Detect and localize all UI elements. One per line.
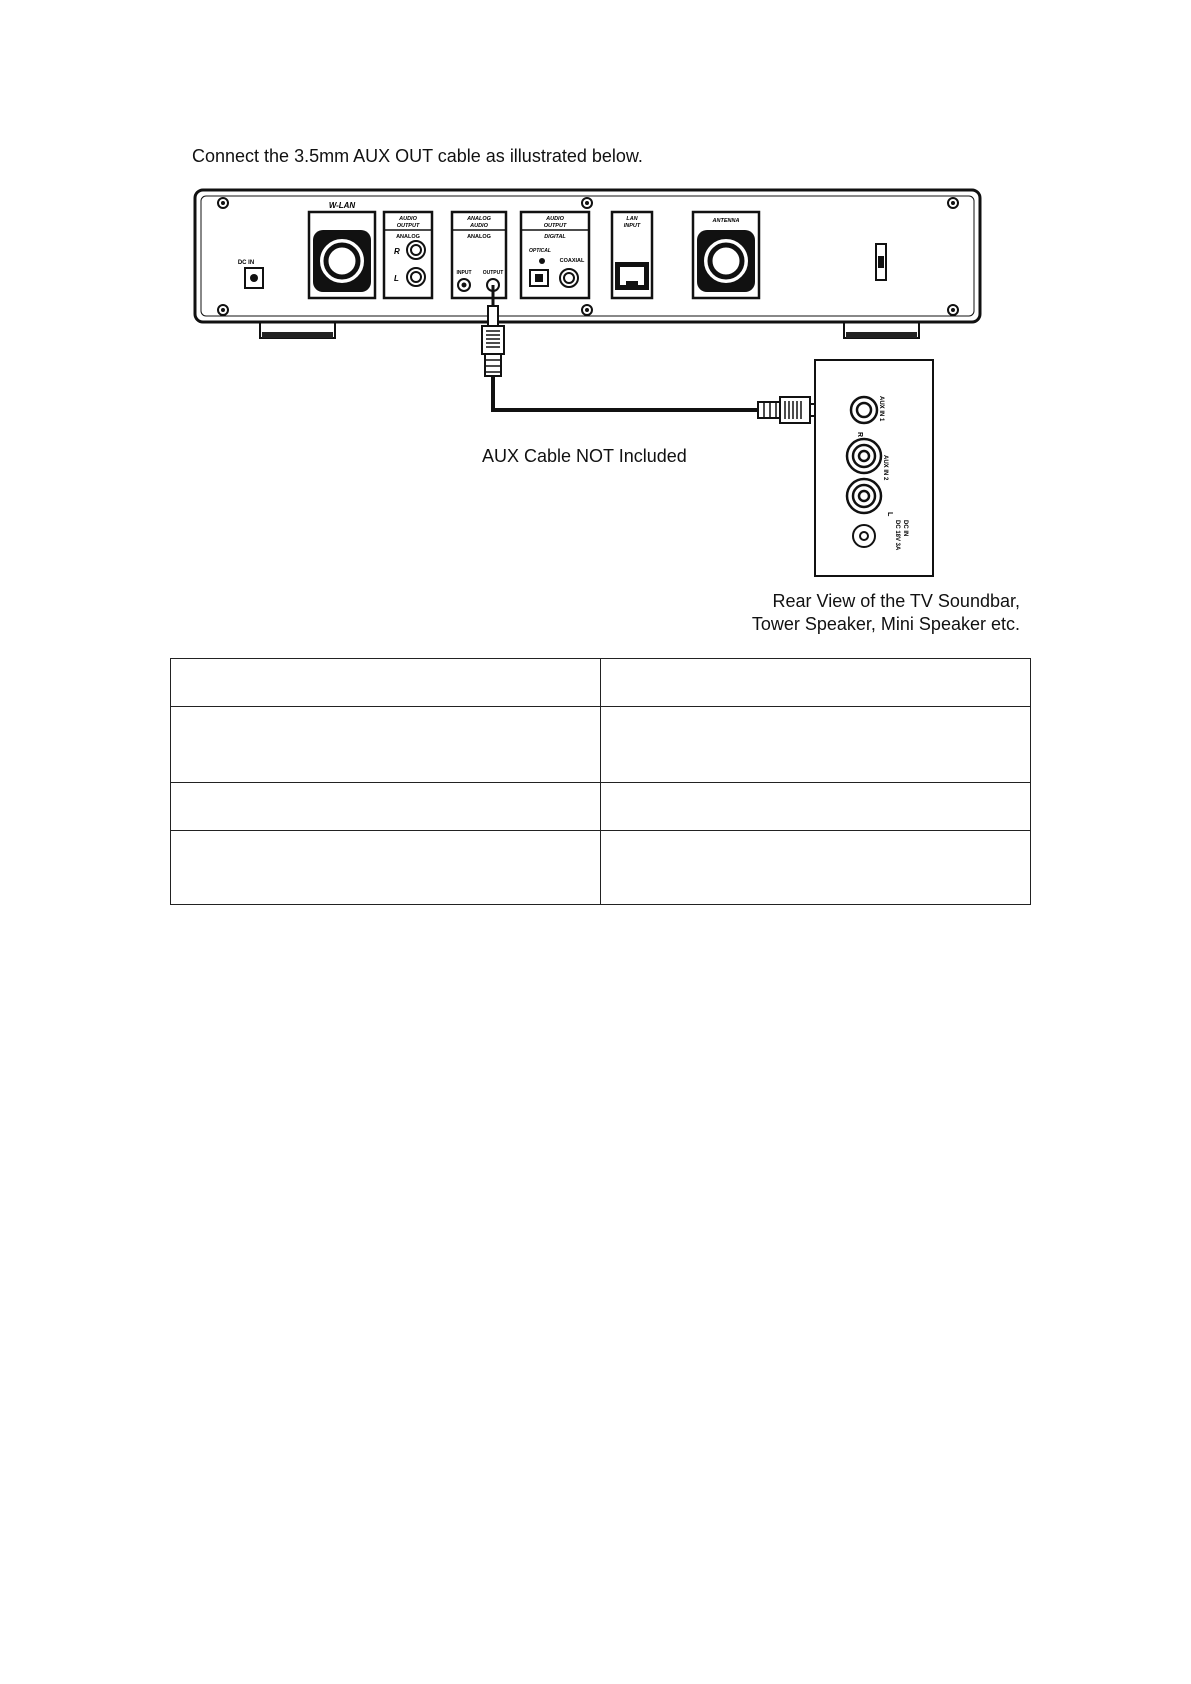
input-label: INPUT (456, 270, 472, 276)
r-label: R (394, 247, 400, 256)
digital-label: DIGITAL (544, 234, 566, 240)
aux-in-2-r-label: R (856, 432, 863, 438)
audio-output-label-2: OUTPUT (396, 223, 420, 229)
output-label: OUTPUT (482, 270, 504, 276)
table-cell (171, 659, 601, 707)
analog-audio-label-1: ANALOG (467, 216, 491, 222)
analog-sub-label: ANALOG (467, 234, 491, 240)
analog-audio-label-2: AUDIO (470, 223, 488, 229)
caption-line-2: Tower Speaker, Mini Speaker etc. (751, 614, 1020, 634)
aux-in-2-left-jack (847, 479, 881, 513)
antenna-label: ANTENNA (712, 218, 740, 224)
aux-in-1-label: AUX IN 1 (878, 396, 884, 422)
speaker-dc-in-label: DC IN (902, 520, 908, 537)
intro-text: Connect the 3.5mm AUX OUT cable as illustrated below. (192, 146, 643, 166)
l-label: L (394, 274, 399, 283)
optical-label: OPTICAL (529, 248, 551, 254)
speaker-dc-rating: DC 18V 3A (894, 520, 900, 551)
cable-note: AUX Cable NOT Included (482, 446, 687, 466)
table-cell (171, 707, 601, 783)
coaxial-label: COAXIAL (559, 258, 585, 264)
table-cell (171, 783, 601, 831)
table-row (171, 707, 1031, 783)
lan-label-1: LAN (626, 216, 638, 222)
table-row (171, 831, 1031, 905)
speaker-caption (700, 590, 1020, 636)
empty-table (170, 658, 1031, 905)
caption-line-1: Rear View of the TV Soundbar, (772, 591, 1020, 611)
analog-label: ANALOG (396, 234, 420, 240)
table-cell (601, 659, 1031, 707)
coaxial-jack (560, 269, 578, 287)
speaker-dc-in-jack (853, 525, 875, 547)
aux-in-2-right-jack (847, 439, 881, 473)
table-cell (171, 831, 601, 905)
table-row (171, 659, 1031, 707)
aux-in-2-label: AUX IN 2 (882, 455, 888, 481)
table-cell (601, 783, 1031, 831)
aux-in-1-jack (851, 397, 877, 423)
audio-output-label-1: AUDIO (399, 216, 417, 222)
table-cell (601, 831, 1031, 905)
aux-in-2-l-label: L (886, 512, 893, 517)
audio-output-digital-label-1: AUDIO (546, 216, 564, 222)
dc-in-label: DC IN (237, 260, 255, 266)
audio-output-digital-label-2: OUTPUT (543, 223, 567, 229)
table-cell (601, 707, 1031, 783)
lan-label-2: INPUT (623, 223, 641, 229)
table-row (171, 783, 1031, 831)
wlan-label: W-LAN (328, 201, 356, 210)
